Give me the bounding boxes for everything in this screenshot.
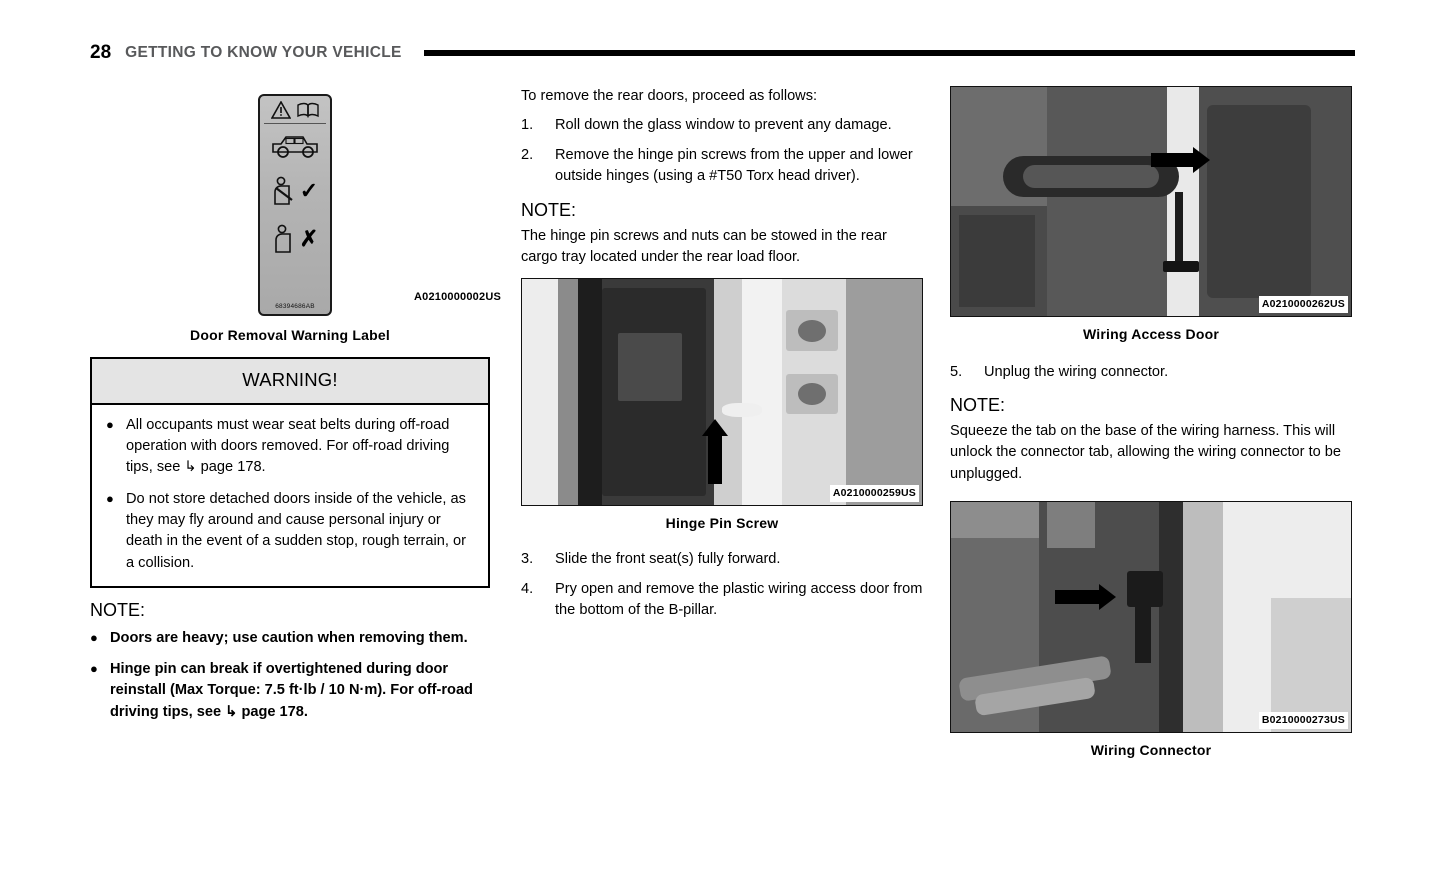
steps-list-bottom xyxy=(521,549,923,621)
step-text: Pry open and remove the plastic wiring access door from the bottom of the B-pillar. xyxy=(555,581,923,619)
bullet-icon: ● xyxy=(106,490,114,506)
figure-image xyxy=(950,86,1352,317)
figure-code: B0210000273US xyxy=(1259,712,1348,729)
photo-hinge-pin-screw xyxy=(522,279,922,505)
x-mark-icon: ✗ xyxy=(299,226,319,251)
figure-caption-door-label: Door Removal Warning Label xyxy=(190,327,390,343)
note-label-left: NOTE: xyxy=(90,599,146,620)
page-number: 28 xyxy=(90,42,112,64)
label-icon-vehicle xyxy=(260,130,330,160)
warning-bullet-text: All occupants must wear seat belts during off-road operation with doors removed. For off-road driving tips, see ↳ page 178. xyxy=(126,416,450,476)
step-text: Unplug the wiring connector. xyxy=(984,364,1169,381)
figure-caption-wiring-access-door: Wiring Access Door xyxy=(1083,326,1219,342)
figure-wiring-connector xyxy=(950,501,1352,760)
figure-caption-wiring-connector: Wiring Connector xyxy=(1090,741,1212,758)
step-number: 2. xyxy=(521,147,534,164)
step-text: Slide the front seat(s) fully forward. xyxy=(555,551,781,567)
photo-wiring-access-door xyxy=(951,87,1351,316)
figure-wiring-access-door xyxy=(950,86,1352,344)
page-header xyxy=(90,40,1355,66)
warning-triangle-icon xyxy=(271,101,291,119)
label-icon-seatbelt-ok xyxy=(260,176,330,206)
figure-code: A0210000259US xyxy=(830,485,919,502)
step-text: Remove the hinge pin screws from the upper and lower outside hinges (using a #T50 Torx head driver). xyxy=(555,147,913,185)
step-item xyxy=(950,362,1352,383)
note-bullet xyxy=(90,659,490,723)
seatbelt-buckled-icon xyxy=(272,176,298,206)
warning-body xyxy=(92,405,488,586)
checkmark-icon: ✓ xyxy=(299,178,319,203)
warning-bullet-text: Do not store detached doors inside of the vehicle, as they may fly around and cause personal injury or death in the event of a sudden stop, rough terrain, or a collision. xyxy=(126,490,466,571)
warning-box xyxy=(90,357,490,588)
step-number: 3. xyxy=(521,551,534,567)
column-left xyxy=(90,86,502,723)
warning-bullet xyxy=(106,415,474,479)
figure-image xyxy=(521,278,923,506)
note-bullet-text: Hinge pin can break if overtightened during door reinstall (Max Torque: 7.5 ft·lb / 10 N·m). For off-road driving tips, see ↳ page 178. xyxy=(110,661,473,720)
step-number: 5. xyxy=(950,364,963,381)
bullet-icon: ● xyxy=(106,416,114,432)
label-part-number: 68394686AB xyxy=(275,302,315,310)
label-icon-row-top xyxy=(260,101,330,119)
figure-caption-hinge-pin: Hinge Pin Screw xyxy=(665,514,779,531)
note-text-middle: The hinge pin screws and nuts can be stowed in the rear cargo tray located under the rear load floor. xyxy=(521,227,887,265)
note-label-middle: NOTE: xyxy=(521,199,577,220)
column-middle xyxy=(521,86,923,630)
seatbelt-unbuckled-icon xyxy=(272,224,298,254)
figure-hinge-pin-screw xyxy=(521,278,923,533)
step-item xyxy=(521,579,923,621)
header-rule xyxy=(424,50,1355,56)
step-item xyxy=(521,145,923,187)
label-divider xyxy=(264,123,326,124)
door-removal-label-figure xyxy=(90,86,502,318)
step-number: 1. xyxy=(521,117,534,134)
label-icon-seatbelt-no xyxy=(260,224,330,254)
figure-image xyxy=(950,501,1352,733)
step-text: Roll down the glass window to prevent any damage. xyxy=(555,117,892,134)
chapter-title: GETTING TO KNOW YOUR VEHICLE xyxy=(125,43,402,61)
steps-list-top xyxy=(521,115,923,187)
warning-bullet xyxy=(106,489,474,574)
door-removal-warning-label xyxy=(258,94,332,316)
step-number: 4. xyxy=(521,581,534,598)
note-bullet xyxy=(90,628,490,649)
intro-text: To remove the rear doors, proceed as follows: xyxy=(521,88,818,104)
vehicle-doors-off-icon xyxy=(269,130,321,160)
book-icon xyxy=(297,102,319,118)
figure-code-label: A0210000002US xyxy=(414,291,502,303)
warning-title: WARNING! xyxy=(92,359,488,405)
step-item xyxy=(521,115,923,136)
note-bullets-left xyxy=(90,628,490,723)
photo-wiring-connector xyxy=(951,502,1351,732)
step-item xyxy=(521,549,923,570)
steps-list-right xyxy=(950,362,1352,383)
note-bullet-text: Doors are heavy; use caution when removing them. xyxy=(110,629,468,646)
note-text-right: Squeeze the tab on the base of the wiring harness. This will unlock the connector tab, allowing the wiring connector to be unplugged. xyxy=(950,423,1342,482)
bullet-icon: ● xyxy=(90,629,98,645)
figure-code: A0210000262US xyxy=(1259,296,1348,313)
note-label-right: NOTE: xyxy=(950,395,1006,416)
column-right xyxy=(950,86,1352,764)
bullet-icon: ● xyxy=(90,661,98,677)
